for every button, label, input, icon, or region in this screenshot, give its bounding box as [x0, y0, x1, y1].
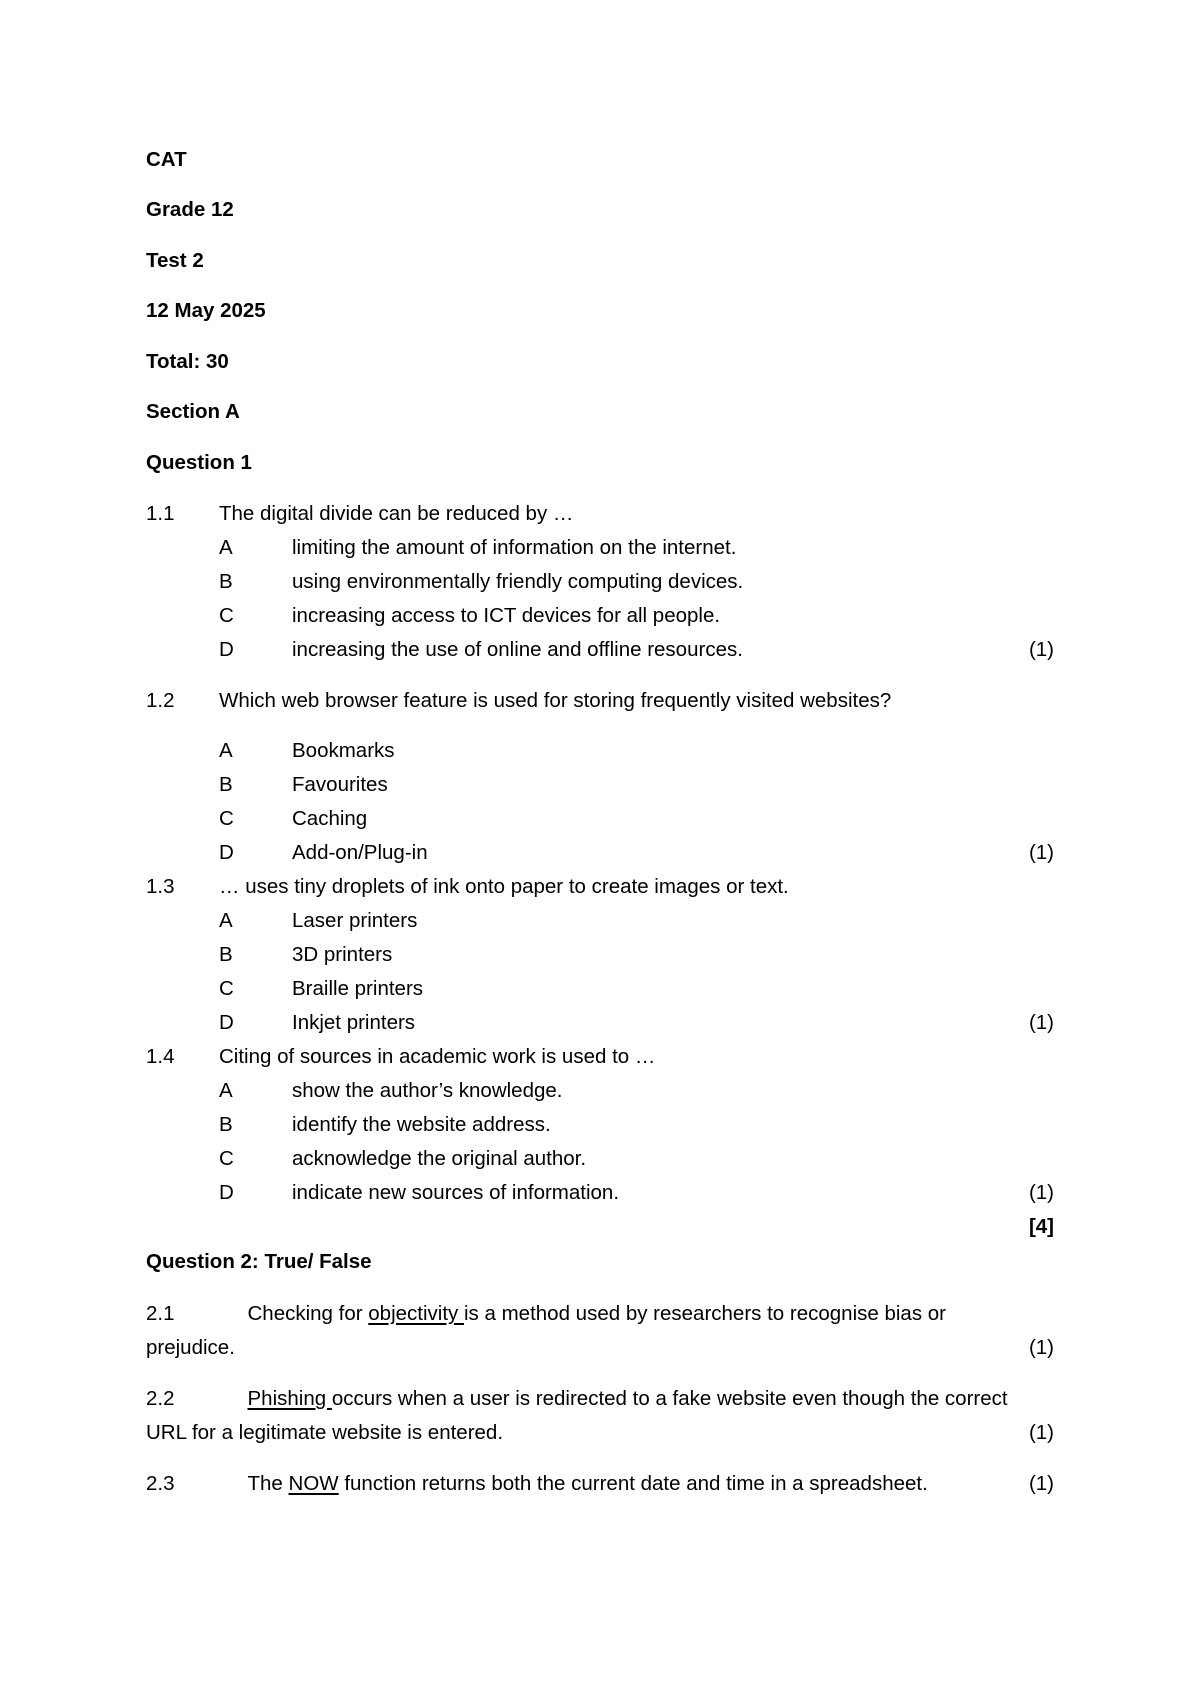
option-row [0, 570, 1200, 594]
mark-allocation: (1) [1028, 1472, 1054, 1495]
mark-allocation: (1) [1028, 638, 1054, 661]
mark-allocation: (1) [1028, 1011, 1054, 1034]
mark-allocation: (1) [1028, 1421, 1054, 1444]
option-text: Favourites [292, 773, 388, 796]
question-number: 1.4 [146, 1045, 175, 1068]
subject-title: CAT [146, 148, 187, 171]
option-letter: C [219, 807, 234, 830]
option-text: Bookmarks [292, 739, 395, 762]
question-2-1-line2 [0, 1336, 1200, 1360]
option-text: limiting the amount of information on the internet. [292, 536, 737, 559]
question-1-total: [4] [1028, 1215, 1054, 1238]
question-1-total-row [0, 1215, 1200, 1239]
option-letter: A [219, 909, 233, 932]
statement-continuation: URL for a legitimate website is entered. [146, 1421, 504, 1444]
option-text: Braille printers [292, 977, 424, 1000]
option-text: show the author’s knowledge. [292, 1079, 563, 1102]
option-text: identify the website address. [292, 1113, 551, 1136]
option-row [0, 1147, 1200, 1171]
statement-post: is a method used by researchers to recognise bias or [464, 1302, 947, 1325]
option-row [0, 1113, 1200, 1137]
option-letter: C [219, 1147, 234, 1170]
option-letter: C [219, 977, 234, 1000]
grade-label: Grade 12 [146, 198, 234, 221]
total-label: Total: 30 [146, 350, 229, 373]
option-text: using environmentally friendly computing devices. [292, 570, 744, 593]
question-number: 1.2 [146, 689, 175, 712]
question-1-1 [0, 502, 1200, 526]
question-1-4 [0, 1045, 1200, 1069]
question-1-3 [0, 875, 1200, 899]
option-row [0, 739, 1200, 763]
question-2-1 [146, 1302, 946, 1326]
option-row [0, 841, 1200, 865]
option-row [0, 1181, 1200, 1205]
option-letter: D [219, 1011, 234, 1034]
option-text: indicate new sources of information. [292, 1181, 620, 1204]
option-row [0, 807, 1200, 831]
question-1-title: Question 1 [146, 451, 252, 474]
option-letter: B [219, 943, 233, 966]
option-row [0, 1079, 1200, 1103]
statement-line [146, 1472, 928, 1496]
option-letter: A [219, 1079, 233, 1102]
question-number: 2.1 [146, 1302, 175, 1325]
option-letter: B [219, 773, 233, 796]
question-number: 2.3 [146, 1472, 175, 1495]
question-2-2 [146, 1387, 1008, 1411]
mark-allocation: (1) [1028, 1181, 1054, 1204]
option-text: Add-on/Plug-in [292, 841, 428, 864]
question-number: 1.3 [146, 875, 175, 898]
statement-post: occurs when a user is redirected to a fake website even though the correct [331, 1387, 1008, 1410]
option-letter: D [219, 841, 234, 864]
mark-allocation: (1) [1028, 1336, 1054, 1359]
question-2-3 [0, 1472, 1200, 1496]
option-row [0, 1011, 1200, 1035]
question-stem: Which web browser feature is used for storing frequently visited websites? [219, 689, 892, 712]
option-letter: A [219, 739, 233, 762]
option-letter: B [219, 1113, 233, 1136]
option-letter: B [219, 570, 233, 593]
option-row [0, 536, 1200, 560]
option-letter: C [219, 604, 234, 627]
question-2-2-line2 [0, 1421, 1200, 1445]
underlined-term: objectivity [368, 1302, 464, 1325]
statement-continuation: prejudice. [146, 1336, 235, 1359]
test-label: Test 2 [146, 249, 204, 272]
option-row [0, 909, 1200, 933]
statement-pre: Checking for [247, 1302, 369, 1325]
option-text: increasing the use of online and offline resources. [292, 638, 743, 661]
statement-pre: The [247, 1472, 289, 1495]
option-letter: D [219, 1181, 234, 1204]
option-text: Laser printers [292, 909, 418, 932]
date-label: 12 May 2025 [146, 299, 266, 322]
option-text: Inkjet printers [292, 1011, 416, 1034]
statement-post: function returns both the current date and time in a spreadsheet. [338, 1472, 928, 1495]
option-row [0, 977, 1200, 1001]
option-text: increasing access to ICT devices for all people. [292, 604, 721, 627]
option-row [0, 604, 1200, 628]
option-letter: D [219, 638, 234, 661]
question-number: 2.2 [146, 1387, 175, 1410]
option-row [0, 943, 1200, 967]
question-stem: Citing of sources in academic work is used to … [219, 1045, 656, 1068]
option-text: 3D printers [292, 943, 393, 966]
underlined-term: Phishing [247, 1387, 332, 1410]
option-text: Caching [292, 807, 368, 830]
question-number: 1.1 [146, 502, 175, 525]
question-1-2 [0, 689, 1200, 713]
option-row [0, 638, 1200, 662]
option-letter: A [219, 536, 233, 559]
question-stem: … uses tiny droplets of ink onto paper to create images or text. [219, 875, 789, 898]
question-stem: The digital divide can be reduced by … [219, 502, 574, 525]
section-label: Section A [146, 400, 240, 423]
option-text: acknowledge the original author. [292, 1147, 587, 1170]
question-2-title: Question 2: True/ False [146, 1250, 372, 1273]
underlined-term: NOW [288, 1472, 339, 1495]
mark-allocation: (1) [1028, 841, 1054, 864]
option-row [0, 773, 1200, 797]
